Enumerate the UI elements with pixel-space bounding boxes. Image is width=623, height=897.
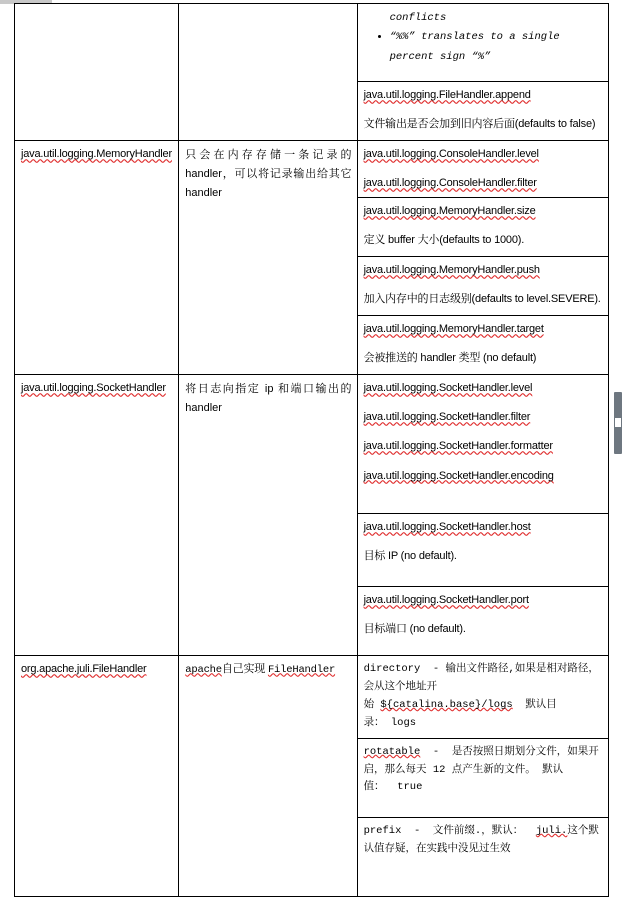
property-filehandler-append [358,82,608,141]
property-name-text: java.util.logging.MemoryHandler.size [363,205,536,218]
spacer [364,163,603,175]
handler-description-memoryhandler: 只会在内存存储一条记录的 handler，可以将记录输出给其它 handler [185,149,352,199]
property-memoryhandler-target [358,316,608,375]
property-name [364,321,603,338]
spacer [364,426,603,438]
property-name [364,409,603,426]
spacer [364,104,603,116]
property-text [364,744,603,798]
property-sockethandler-port [358,587,608,656]
handler-description-juli [179,656,356,684]
property-name-text: java.util.logging.SocketHandler.port [363,594,529,607]
desc-part-cjk: 自己实现 [221,663,266,676]
cell-class-name [15,141,179,375]
property-subtable [358,375,608,655]
property-text [364,661,603,732]
default-value: logs [390,716,417,729]
list-item: • “%%” translates to a single percent sign “%” [390,28,603,67]
cell-properties [357,4,608,141]
cell-class-name [15,375,179,656]
property-key: prefix [363,824,402,837]
handler-class-text: java.util.logging.MemoryHandler [21,148,172,161]
spacer [364,536,603,548]
table-row [15,141,609,375]
property-block [358,141,608,198]
property-memoryhandler-push [358,257,608,316]
property-block [358,514,608,587]
property-subtable [358,656,608,895]
scrollbar-thumb-notch [615,418,621,427]
property-name-text: java.util.logging.ConsoleHandler.filter [363,177,537,190]
property-name [364,146,603,163]
empty-continuation-cell-desc [179,4,356,13]
property-block [358,738,608,817]
property-block [358,817,608,896]
handler-class-juli-filehandler [15,656,178,682]
spacer [364,609,603,621]
property-description: 文件前缀.，默认： [432,824,524,837]
cell-properties [357,375,608,656]
table-row [15,656,609,896]
property-juli-rotatable [358,738,608,817]
empty-continuation-cell [15,4,178,129]
property-name-text: java.util.logging.MemoryHandler.target [363,323,544,336]
property-name [364,519,603,536]
property-subtable [358,141,608,374]
cell-properties [357,656,608,896]
cell-description [179,4,357,141]
cell-class-name [15,656,179,896]
property-block [358,82,608,141]
property-memoryhandler-size [358,198,608,257]
spacer [364,67,603,76]
property-key: directory [363,663,421,676]
property-name-text: java.util.logging.FileHandler.append [363,89,531,102]
spacer [364,279,603,291]
dash: - [413,824,421,837]
handlers-reference-table [14,3,609,897]
cell-description [179,141,357,375]
property-juli-directory [358,656,608,738]
property-description: 定义 buffer 大小(defaults to 1000). [363,234,525,247]
property-description: 文件输出是否会加到旧内容后面(defaults to false) [363,118,596,131]
property-name-text: java.util.logging.SocketHandler.formatter [363,440,553,453]
vertical-scrollbar[interactable] [614,0,623,824]
property-name [364,380,603,397]
cell-description [179,375,357,656]
property-text [364,823,603,859]
property-description-2: 这个默认值存疑，在实践中没见过生效 [363,824,599,855]
property-block [358,4,608,82]
property-description: 会被推送的 handler 类型 (no default) [363,352,537,365]
desc-part-apache: apache [185,664,222,677]
property-path-value: ${catalina.base}/logs [380,699,513,712]
document-body [14,3,609,897]
property-sockethandler-list [358,375,608,514]
default-value: juli. [535,824,568,837]
property-name [364,262,603,279]
property-description: 是否按照日期划分文件，如果开启，那么每天 12 点产生新的文件。 默认值： [363,745,599,794]
property-name-text: java.util.logging.SocketHandler.host [363,521,531,534]
property-name [364,175,603,192]
property-name-text: java.util.logging.MemoryHandler.push [363,264,540,277]
property-block [358,198,608,257]
property-description: 输出文件路径,如果是相对路径，会从这个地址开始 [363,663,599,712]
bullet-list [364,28,603,67]
property-key: rotatable [363,745,421,758]
continuation-text: conflicts [389,12,447,24]
property-description: 目标 IP (no default). [363,550,457,563]
property-name [364,87,603,104]
default-label: 默认目录： [363,699,557,729]
table-row [15,4,609,141]
property-name [364,438,603,455]
property-name [364,592,603,609]
property-name-text: java.util.logging.SocketHandler.encoding [363,469,554,482]
spacer [364,397,603,409]
handler-class-sockethandler [15,375,178,401]
handler-class-text: java.util.logging.SocketHandler [21,382,166,395]
property-name-text: java.util.logging.ConsoleHandler.level [363,148,539,161]
property-name [364,203,603,220]
dash: - [432,745,440,758]
property-sockethandler-host [358,514,608,587]
property-description: 加入内存中的日志级别(defaults to level.SEVERE). [363,293,601,306]
property-subtable [358,4,608,140]
property-block [358,587,608,656]
handler-class-memoryhandler [15,141,178,167]
property-name [364,468,603,485]
spacer [364,456,603,468]
property-name-text: java.util.logging.SocketHandler.filter [363,411,531,424]
cell-class-name [15,4,179,141]
spacer [364,220,603,232]
handler-class-text: org.apache.juli.FileHandler [21,663,147,676]
handler-description-sockethandler: 将日志向指定 ip 和端口输出的 handler [185,383,352,415]
property-block [358,656,608,738]
dash: - [432,663,440,676]
cell-properties [357,141,608,375]
cell-description [179,656,357,896]
property-block [358,316,608,375]
property-description: 目标端口 (no default). [363,623,466,636]
property-block [358,257,608,316]
spacer [364,338,603,350]
table-row [15,375,609,656]
desc-part-filehandler: FileHandler [267,664,336,677]
property-block [358,375,608,514]
property-juli-prefix [358,817,608,896]
bullet-continuation-block [358,4,608,82]
property-consolehandler-pair [358,141,608,198]
default-value: true [397,781,423,794]
property-name-text: java.util.logging.SocketHandler.level [363,382,533,395]
